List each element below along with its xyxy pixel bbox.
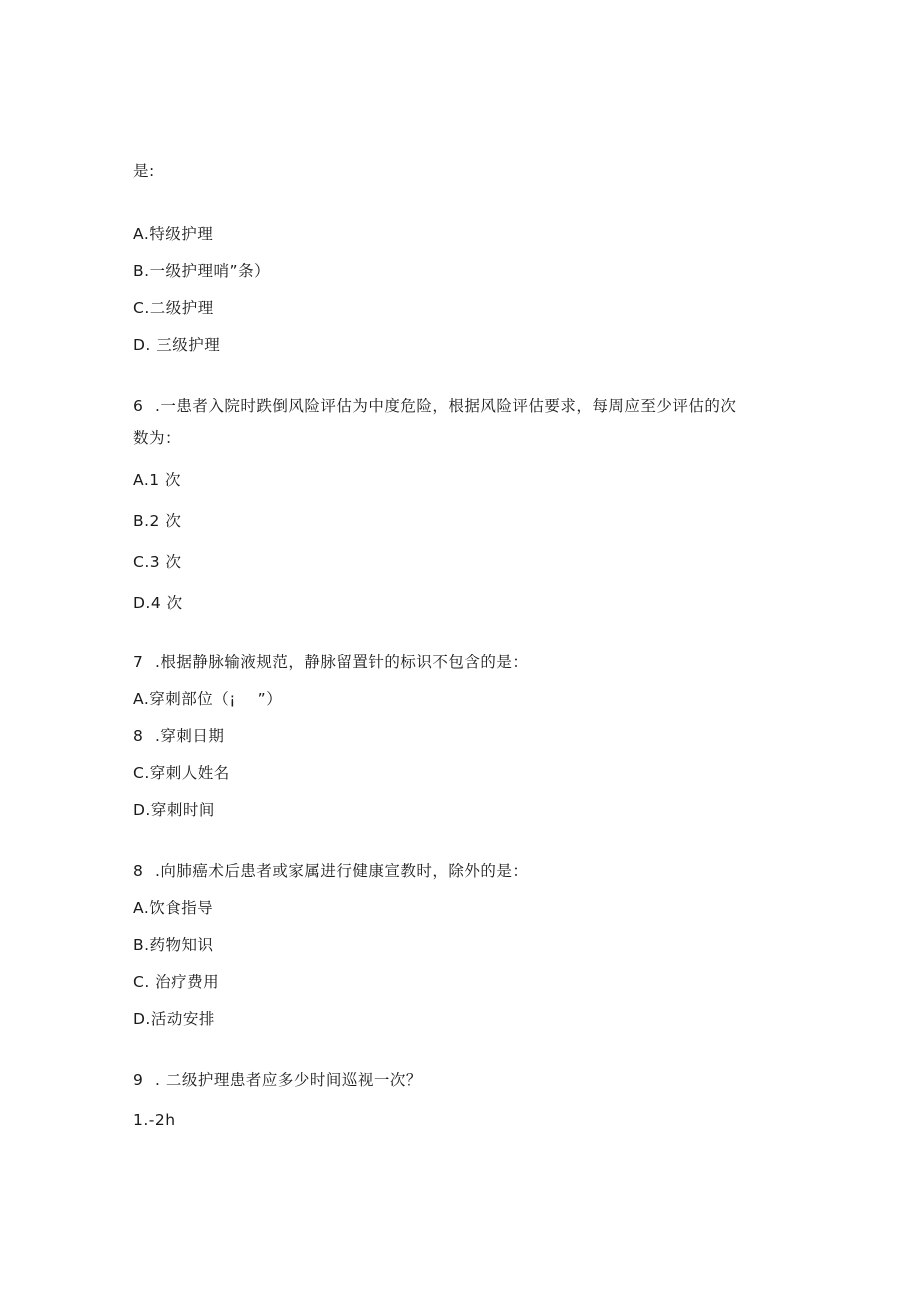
- q8-option-a: A.饮食指导: [133, 899, 214, 917]
- q9-option-1: 1.-2h: [133, 1111, 176, 1129]
- q6-number: 6: [133, 397, 144, 415]
- q6-text-line2: 数为：: [133, 429, 182, 447]
- q5-option-b: B.一级护理哨”条）: [133, 262, 271, 280]
- question-continuation: 是:: [133, 162, 155, 180]
- q7-option-c: C.穿刺人姓名: [133, 764, 230, 782]
- q8-question: [133, 861, 528, 881]
- q8-option-c: C. 治疗费用: [133, 973, 220, 991]
- q6-option-a: A.1 次: [133, 471, 182, 489]
- q7-option-d: D.穿刺时间: [133, 801, 215, 819]
- q6-text-line1: .一患者入院时跌倒风险评估为中度危险，根据风险评估要求，每周应至少评估的次: [155, 397, 737, 415]
- q7-question: [133, 652, 528, 672]
- q7-option-b: [133, 726, 224, 746]
- q6-option-d: D.4 次: [133, 594, 183, 612]
- q7-option-b-number: 8: [133, 727, 144, 745]
- q9-number: 9: [133, 1071, 144, 1089]
- q5-option-c: C.二级护理: [133, 299, 214, 317]
- q7-option-a: A.穿刺部位（¡ ”）: [133, 690, 283, 708]
- q5-option-d: D. 三级护理: [133, 336, 221, 354]
- q6-option-b: B.2 次: [133, 512, 182, 530]
- q9-text: . 二级护理患者应多少时间巡视一次？: [155, 1071, 422, 1089]
- q8-option-b: B.药物知识: [133, 936, 214, 954]
- q5-option-a: A.特级护理: [133, 225, 214, 243]
- q6-question: [133, 396, 736, 416]
- q9-question: [133, 1070, 422, 1090]
- q7-text: .根据静脉输液规范，静脉留置针的标识不包含的是：: [155, 653, 529, 671]
- q6-option-c: C.3 次: [133, 553, 182, 571]
- q8-option-d: D.活动安排: [133, 1010, 215, 1028]
- q7-option-b-text: .穿刺日期: [155, 727, 225, 745]
- q8-text: .向肺癌术后患者或家属进行健康宣教时，除外的是：: [155, 862, 529, 880]
- q7-number: 7: [133, 653, 144, 671]
- q8-number: 8: [133, 862, 144, 880]
